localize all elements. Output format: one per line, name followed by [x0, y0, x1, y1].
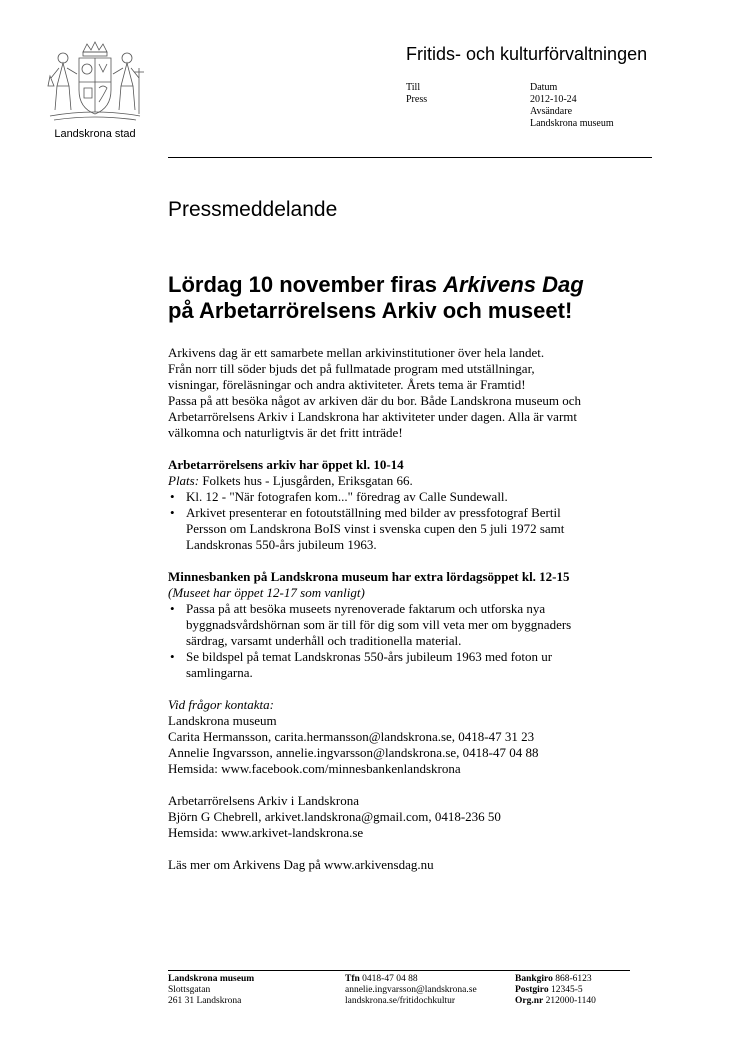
date-sender-block: [530, 82, 614, 130]
intro-line: Passa på att besöka något av arkiven där du bor. Både Landskrona museum och: [168, 393, 581, 408]
footer-divider: [168, 970, 630, 971]
footer-orgnr-label: Org.nr: [515, 996, 544, 1006]
list-item-line: • Kl. 12 - "När fotografen kom..." föredrag av Calle Sundewall.: [186, 489, 508, 504]
list-item-line: byggnadsvårdshörnan som är till för dig som vill veta mer om byggnaders: [186, 617, 572, 632]
contact-line: Hemsida: www.arkivet-landskrona.se: [168, 825, 364, 840]
to-label: Till: [406, 82, 421, 93]
body-content: [168, 345, 668, 873]
footer-contact: [345, 974, 477, 1007]
department-name: Fritids- och kulturförvaltningen: [406, 44, 648, 64]
footer-bank: [515, 974, 596, 1007]
footer-phone-value: 0418-47 04 88: [359, 974, 418, 984]
footer-email: annelie.ingvarsson@landskrona.se: [345, 985, 477, 995]
list-item-line: • Arkivet presenterar en fotoutställning med bilder av pressfotograf Bertil: [186, 505, 561, 520]
footer-bankgiro: [515, 974, 596, 985]
intro-paragraph: [168, 345, 668, 441]
list-item: [168, 601, 668, 649]
footer-postgiro: [515, 985, 596, 996]
list-item: [168, 505, 668, 553]
logo-text: Landskrona stad: [54, 128, 136, 140]
section-archive: [168, 457, 668, 553]
list-item-line: • Passa på att besöka museets nyrenoverade faktarum och utforska nya: [186, 601, 546, 616]
coat-of-arms-icon: [46, 38, 144, 126]
list-item-line: samlingarna.: [186, 665, 253, 680]
headline-part-2: på Arbetarrörelsens Arkiv och museet!: [168, 298, 573, 323]
to-value: Press: [406, 94, 428, 105]
footer-web: landskrona.se/fritidochkultur: [345, 996, 456, 1006]
section-museum: [168, 569, 668, 681]
sender-value: Landskrona museum: [530, 118, 614, 129]
section-archive-heading: Arbetarrörelsens arkiv har öppet kl. 10-14: [168, 457, 404, 472]
intro-line: visningar, föreläsningar och andra aktiviteter. Årets tema är Framtid!: [168, 377, 526, 392]
footer-postgiro-label: Postgiro: [515, 985, 549, 995]
footer-bankgiro-label: Bankgiro: [515, 974, 553, 984]
headline-italic: Arkivens Dag: [443, 272, 584, 297]
section-museum-note: (Museet har öppet 12-17 som vanligt): [168, 585, 365, 600]
date-value: 2012-10-24: [530, 94, 577, 105]
intro-line: välkomna och naturligtvis är det fritt inträde!: [168, 425, 403, 440]
section-museum-heading: Minnesbanken på Landskrona museum har extra lördagsöppet kl. 12-15: [168, 569, 570, 584]
list-item-line: särdrag, varsamt underhåll och traditionella material.: [186, 633, 462, 648]
footer-phone: [345, 974, 477, 985]
contact-archive: [168, 793, 668, 841]
recipient-block: [406, 82, 427, 106]
footer-org: Landskrona museum: [168, 974, 255, 984]
footer-orgnr-value: 212000-1140: [543, 996, 596, 1006]
footer-address: [168, 974, 254, 1007]
date-label: Datum: [530, 82, 558, 93]
header-divider: [168, 157, 652, 158]
contact-line: Hemsida: www.facebook.com/minnesbankenlandskrona: [168, 761, 461, 776]
contact-line: Landskrona museum: [168, 713, 277, 728]
contact-line: Björn G Chebrell, arkivet.landskrona@gmail.com, 0418-236 50: [168, 809, 501, 824]
contact-line: Carita Hermansson, carita.hermansson@landskrona.se, 0418-47 31 23: [168, 729, 535, 744]
contact-museum: [168, 697, 668, 777]
headline-part-1: Lördag 10 november firas: [168, 272, 444, 297]
list-item: [168, 649, 668, 681]
contact-line: Arbetarrörelsens Arkiv i Landskrona: [168, 793, 359, 808]
document-type: Pressmeddelande: [168, 198, 338, 221]
intro-line: Arbetarrörelsens Arkiv i Landskrona har aktiviteter under dagen. Alla är varmt: [168, 409, 577, 424]
list-item-line: Persson om Landskrona BoIS vinst i svenska cupen den 5 juli 1972 samt: [186, 521, 565, 536]
place-line: [168, 473, 668, 489]
place-value: Folkets hus - Ljusgården, Eriksgatan 66.: [199, 473, 413, 488]
contact-line: Annelie Ingvarsson, annelie.ingvarsson@landskrona.se, 0418-47 04 88: [168, 745, 539, 760]
intro-line: Från norr till söder bjuds det på fullmatade program med utställningar,: [168, 361, 535, 376]
read-more-line: Läs mer om Arkivens Dag på www.arkivensdag.nu: [168, 857, 434, 872]
footer-street: Slottsgatan: [168, 985, 211, 995]
sender-label: Avsändare: [530, 106, 573, 117]
footer-bankgiro-value: 868-6123: [552, 974, 592, 984]
footer-postgiro-value: 12345-5: [548, 985, 583, 995]
section-archive-list: [168, 489, 668, 553]
list-item-line: Landskronas 550-års jubileum 1963.: [186, 537, 377, 552]
footer-city: 261 31 Landskrona: [168, 996, 242, 1006]
footer-phone-label: Tfn: [345, 974, 360, 984]
footer-orgnr: [515, 996, 596, 1007]
headline: [168, 272, 688, 324]
place-label: Plats:: [168, 473, 200, 488]
section-museum-list: [168, 601, 668, 681]
intro-line: Arkivens dag är ett samarbete mellan arkivinstitutioner över hela landet.: [168, 345, 545, 360]
contact-heading: Vid frågor kontakta:: [168, 697, 274, 712]
list-item: [168, 489, 668, 505]
coat-of-arms-logo: [40, 38, 150, 148]
list-item-line: • Se bildspel på temat Landskronas 550-års jubileum 1963 med foton ur: [186, 649, 553, 664]
